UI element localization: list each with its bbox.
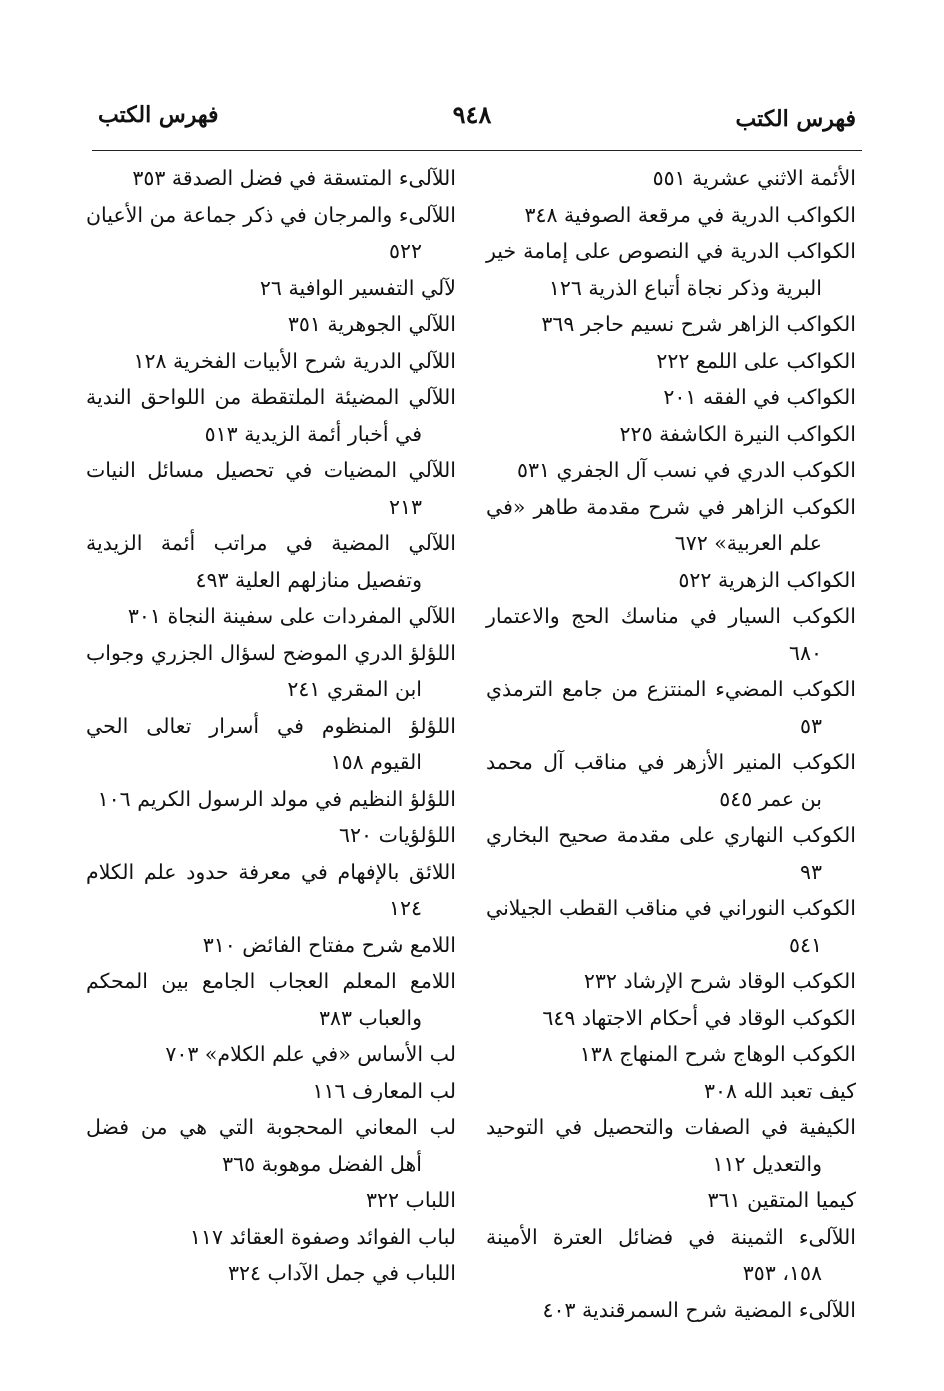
index-entry: كيميا المتقين ٣٦١ [707,1188,856,1212]
index-entry: اللؤلؤ المنظوم في أسرار تعالى الحي القيوم ١٥٨ [86,713,456,774]
index-entry: اللآلىء الثمينة في فضائل العترة الأمينة ١٥٨، ٣٥٣ [486,1224,856,1285]
index-entry: الكواكب الدرية في النصوص على إمامة خير البرية وذكر نجاة أتباع الذرية ١٢٦ [486,239,856,300]
index-entry: كيف تعبد الله ٣٠٨ [703,1078,856,1103]
index-entry: الكوكب الوهاج شرح المنهاج ١٣٨ [579,1042,856,1066]
index-entry: اللآلي الجوهرية ٣٥١ [287,312,456,336]
index-entry: اللامع المعلم العجاب الجامع بين المحكم والعباب ٣٨٣ [86,969,456,1030]
index-entry: اللباب ٣٢٢ [365,1188,456,1212]
index-entry: الكوكب السيار في مناسك الحج والاعتمار ٦٨٠ [486,604,856,665]
index-entry: اللائق بالإفهام في معرفة حدود علم الكلام ١٢٤ [86,859,456,920]
index-entry: اللؤلؤ الدري الموضح لسؤال الجزري وجواب ابن المقري ٢٤١ [86,640,456,701]
index-entry: الكوكب المنير الأزهر في مناقب آل محمد بن عمر ٥٤٥ [486,750,856,811]
left-column [86,160,456,1292]
index-entry: اللآلي المضية في مراتب أئمة الزيدية وتفصيل منازلهم العلية ٤٩٣ [86,531,456,592]
index-entry: الكواكب في الفقه ٢٠١ [663,385,856,409]
page-header [0,100,944,140]
index-entry: الكوكب النوراني في مناقب القطب الجيلاني ٥٤١ [486,896,856,957]
index-entry: لب المعاني المحجوبة التي هي من فضل أهل الفضل موهوبة ٣٦٥ [86,1115,456,1176]
index-entry: الكوكب الدري في نسب آل الجفري ٥٣١ [516,458,856,482]
index-entry: اللآلي المضيئة الملتقطة من اللواحق الندية في أخبار أئمة الزيدية ٥١٣ [86,385,456,446]
index-entry: اللآلىء المتسقة في فضل الصدقة ٣٥٣ [132,166,456,190]
index-entry: الكيفية في الصفات والتحصيل في التوحيد والتعديل ١١٢ [486,1115,856,1176]
header-rule [92,150,862,151]
index-entry: الكواكب الزاهر شرح نسيم حاجر ٣٦٩ [541,312,856,336]
index-entry: الكوكب النهاري على مقدمة صحيح البخاري ٩٣ [486,823,856,884]
index-entry: لباب الفوائد وصفوة العقائد ١١٧ [189,1224,456,1249]
index-entry: لب الأساس «في علم الكلام» ٧٠٣ [165,1042,456,1066]
index-entry: الكوكب المضيء المنتزع من جامع الترمذي ٥٣ [486,677,856,738]
header-title-left: فهرس الكتب [98,102,219,128]
index-entry: لب المعارف ١١٦ [312,1078,456,1103]
index-entry: اللآلىء والمرجان في ذكر جماعة من الأعيان ٥٢٢ [86,202,456,263]
page-number: ٩٤٨ [452,100,492,129]
index-entry: اللآلىء المضية شرح السمرقندية ٤٠٣ [542,1297,856,1322]
right-column [486,160,856,1328]
index-entry: اللامع شرح مفتاح الفائض ٣١٠ [202,932,456,957]
index-entry: اللآلي المفردات على سفينة النجاة ٣٠١ [127,604,456,628]
index-entry: اللآلي المضيات في تحصيل مسائل النيات ٢١٣ [86,458,456,519]
index-entry: الكوكب الوقاد شرح الإرشاد ٢٣٢ [583,969,856,993]
index-entry: الكواكب الزهرية ٥٢٢ [678,567,856,592]
index-entry: اللؤلؤ النظيم في مولد الرسول الكريم ١٠٦ [97,786,456,811]
index-entry: اللباب في جمل الآداب ٣٢٤ [227,1261,456,1285]
index-entry: اللآلي الدرية شرح الأبيات الفخرية ١٢٨ [133,348,456,373]
index-entry: الكوكب الوقاد في أحكام الاجتهاد ٦٤٩ [542,1005,856,1030]
index-entry: الكواكب الدرية في مرقعة الصوفية ٣٤٨ [524,202,856,227]
index-entry: اللؤلؤيات ٦٢٠ [339,823,456,847]
index-entry: لآلي التفسير الوافية ٢٦ [259,275,456,300]
index-entry: الكوكب الزاهر في شرح مقدمة طاهر «في علم العربية» ٦٧٢ [486,494,856,555]
index-entry: الأئمة الاثني عشرية ٥٥١ [652,166,856,190]
header-title-right: فهرس الكتب [735,106,856,132]
index-entry: الكواكب النيرة الكاشفة ٢٢٥ [619,421,856,446]
index-entry: الكواكب على اللمع ٢٢٢ [656,348,856,373]
